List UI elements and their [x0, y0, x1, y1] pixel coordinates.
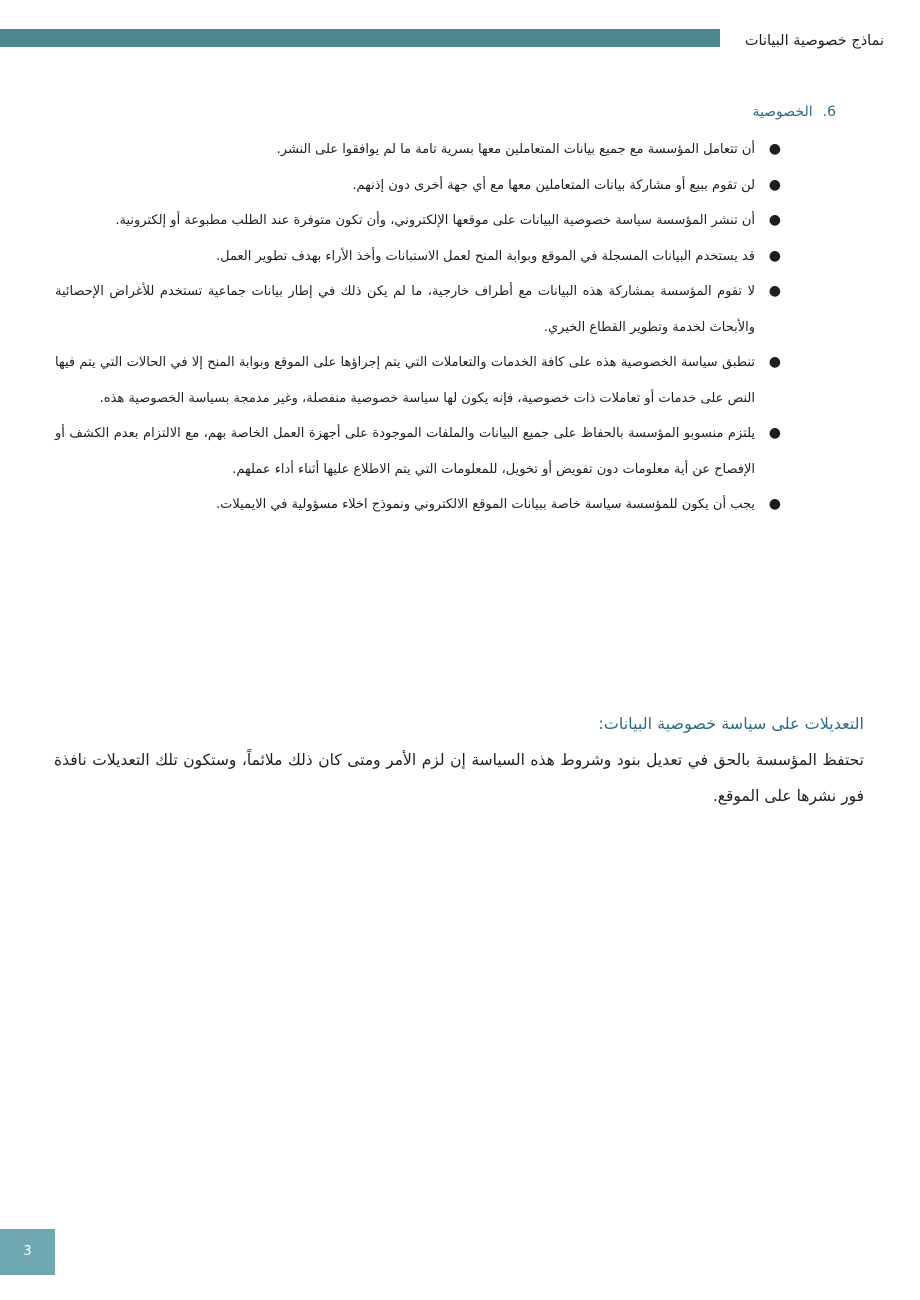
- list-item: ● يجب أن يكون للمؤسسة سياسة خاصة ببيانات الموقع الالكتروني ونموذج اخلاء مسؤولية في الايميلات.: [55, 487, 755, 523]
- page-number: 3: [0, 1229, 55, 1275]
- list-item: ● أن تتعامل المؤسسة مع جميع بيانات المتعاملين معها بسرية تامة ما لم يوافقوا على النشر.: [55, 132, 755, 168]
- bullet-icon: ●: [768, 212, 781, 228]
- list-item: ● تنطبق سياسة الخصوصية هذه على كافة الخدمات والتعاملات التي يتم إجراؤها على الموقع وبوابة المنح إلا في الحالات التي يتم فيها النص على خدمات أو تعاملات ذات خصوصية، فإنه يكون لها سياسة خصوصية منفصلة، وغير مدمجة بسياسة الخصوصية هذه.: [55, 345, 755, 416]
- section-title: الخصوصية: [752, 104, 813, 120]
- privacy-bullet-list: [55, 132, 781, 523]
- list-item: ● لا تقوم المؤسسة بمشاركة هذه البيانات مع أطراف خارجية، ما لم يكن ذلك في إطار بيانات جماعية تستخدم للأغراض الإحصائية والأبحاث لخدمة وتطوير القطاع الخيري.: [55, 274, 755, 345]
- bullet-icon: ●: [768, 176, 781, 193]
- header-bar: [0, 29, 720, 47]
- list-item: ● لن تقوم ببيع أو مشاركة بيانات المتعاملين معها مع أي جهة أخرى دون إذنهم.: [55, 168, 755, 204]
- section-number: 6.: [822, 104, 836, 120]
- bullet-icon: ●: [768, 141, 781, 157]
- document-title: نماذج خصوصية البيانات: [744, 33, 884, 49]
- amendments-paragraph: تحتفظ المؤسسة بالحق في تعديل بنود وشروط هذه السياسة إن لزم الأمر ومتى كان ذلك ملائماً، وستكون تلك التعديلات نافذة فور نشرها على الموقع.: [54, 751, 864, 805]
- bullet-icon: ●: [768, 283, 781, 299]
- section-heading: [752, 101, 836, 123]
- bullet-icon: ●: [768, 425, 781, 441]
- list-item: ● أن تنشر المؤسسة سياسة خصوصية البيانات على موقعها الإلكتروني، وأن تكون متوفرة عند الطلب مطبوعة أو إلكترونية.: [55, 203, 755, 239]
- list-item: ● يلتزم منسوبو المؤسسة بالحفاظ على جميع البيانات والملفات الموجودة على أجهزة العمل الخاصة بهم، مع الالتزام بعدم الكشف أو الإفصاح عن أية معلومات دون تفويض أو تخويل، للمعلومات التي يتم الاطلاع عليها أثناء أداء عملهم.: [55, 416, 755, 487]
- amendments-heading: التعديلات على سياسة خصوصية البيانات:: [598, 714, 864, 733]
- bullet-icon: ●: [768, 496, 781, 512]
- list-item: ● قد يستخدم البيانات المسجلة في الموقع وبوابة المنح لعمل الاستبانات وأخذ الأراء بهدف تطوير العمل.: [55, 239, 755, 275]
- bullet-icon: ●: [768, 354, 781, 370]
- bullet-icon: ●: [768, 247, 781, 264]
